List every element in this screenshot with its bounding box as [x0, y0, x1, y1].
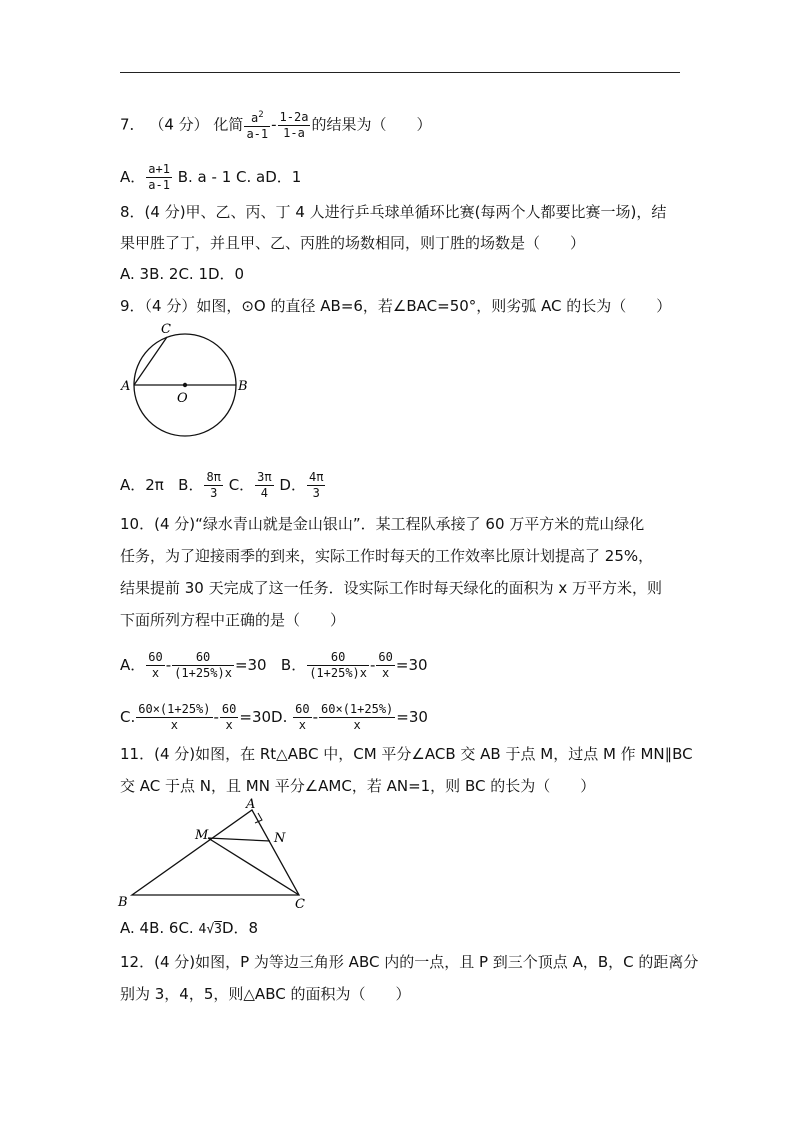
question-10-options-ab: A． $\frac{60}{x}$ - $\frac{60}{(1+25\%)x}$ =30 B． $\frac{60}{(1+25\%)x}$ - $\frac{60}{x}$ =30 — [120, 650, 428, 680]
fraction: $\frac{60}{x}$ — [378, 650, 393, 680]
question-12-line-1: 12．(4 分)如图，P 为等边三角形 ABC 内的一点，且 P 到三个顶点 A，B，C 的距离分 — [120, 953, 699, 971]
question-11-options: A. 4B. 6C. 4√3D．8 — [120, 919, 259, 937]
fraction: $\frac{60\times(1+25\%)}{x}$ — [138, 702, 211, 732]
question-7: 7． （4 分） 化简 $\frac{a^2}{a-1}$ - $\frac{1-2a}{1-a}$ 的结果为（ ） — [120, 109, 432, 141]
triangle-figure — [112, 798, 317, 910]
question-score: （4 分） — [149, 115, 209, 134]
question-12-line-2: 别为 3，4，5，则△ABC 的面积为（ ） — [120, 985, 411, 1003]
label-b: B — [238, 379, 248, 394]
fraction: $\frac{60}{x}$ — [221, 702, 237, 732]
question-8-line-1: 8．(4 分)甲、乙、丙、丁 4 人进行乒乓球单循环比赛(每两个人都要比赛一场)，结 — [120, 203, 667, 221]
fraction: $\frac{60}{x}$ — [295, 702, 310, 732]
question-10-line-4: 下面所列方程中正确的是（ ） — [120, 611, 346, 629]
fraction: $\frac{a^2}{a-1}$ — [246, 110, 269, 141]
fraction: $\frac{8\pi}{3}$ — [206, 470, 221, 500]
fraction: $\frac{60}{(1+25\%)x}$ — [174, 650, 232, 680]
label-c: C — [161, 322, 171, 337]
question-10-line-2: 任务，为了迎接雨季的到来，实际工作时每天的工作效率比原计划提高了 25%， — [120, 547, 654, 565]
question-8-options: A. 3B. 2C. 1D．0 — [120, 265, 245, 283]
fraction: $\frac{4\pi}{3}$ — [308, 470, 324, 500]
label-n: N — [274, 831, 286, 846]
center-point — [183, 383, 187, 387]
question-11-line-1: 11．(4 分)如图，在 Rt△ABC 中，CM 平分∠ACB 交 AB 于点 M，过点 M 作 MN∥BC — [120, 745, 693, 763]
chord-ac — [134, 337, 167, 385]
segment-cm — [208, 838, 299, 895]
circle-figure — [115, 320, 250, 445]
question-10-line-3: 结果提前 30 天完成了这一任务．设实际工作时每天绿化的面积为 x 万平方米，则 — [120, 579, 663, 597]
question-10-options-cd: C. $\frac{60\times(1+25\%)}{x}$ - $\frac{60}{x}$ =30D. $\frac{60}{x}$ - $\frac{60\times(1+25\%)}{x}$ =30 — [120, 702, 428, 732]
label-m: M — [195, 828, 209, 843]
label-b: B — [118, 895, 128, 910]
question-9-options: A．2π B． $\frac{8\pi}{3}$ C． $\frac{3\pi}{4}$ D． $\frac{4\pi}{3}$ — [120, 470, 324, 500]
fraction: $\frac{1-2a}{1-a}$ — [279, 109, 309, 140]
segment-mn — [208, 838, 270, 841]
fraction: $\frac{60}{(1+25\%)x}$ — [309, 650, 367, 680]
question-7-options: A． $\frac{a+1}{a-1}$ B. a - 1 C. aD．1 — [120, 162, 302, 192]
question-9-text: 9．（4 分）如图，⊙O 的直径 AB=6，若∠BAC=50°，则劣弧 AC 的长为（ ） — [120, 297, 672, 315]
label-c: C — [295, 897, 305, 910]
sqrt-expression: 4√3 — [198, 922, 222, 937]
label-a: A — [246, 798, 256, 812]
question-text: 化简 — [213, 115, 244, 134]
question-10-line-1: 10．(4 分)“绿水青山就是金山银山”．某工程队承接了 60 万平方米的荒山绿化 — [120, 515, 645, 533]
question-number: 7． — [120, 115, 145, 134]
label-a: A — [121, 379, 131, 394]
label-o: O — [177, 391, 188, 406]
question-8-line-2: 果甲胜了丁，并且甲、乙、丙胜的场数相同，则丁胜的场数是（ ） — [120, 234, 586, 252]
header-rule — [120, 72, 680, 73]
question-11-line-2: 交 AC 于点 N，且 MN 平分∠AMC，若 AN=1，则 BC 的长为（ ） — [120, 777, 596, 795]
fraction: $\frac{60\times(1+25\%)}{x}$ — [321, 702, 394, 732]
fraction: $\frac{a+1}{a-1}$ — [148, 162, 170, 192]
fraction: $\frac{3\pi}{4}$ — [257, 470, 272, 500]
fraction: $\frac{60}{x}$ — [148, 650, 163, 680]
triangle-abc — [132, 810, 299, 895]
